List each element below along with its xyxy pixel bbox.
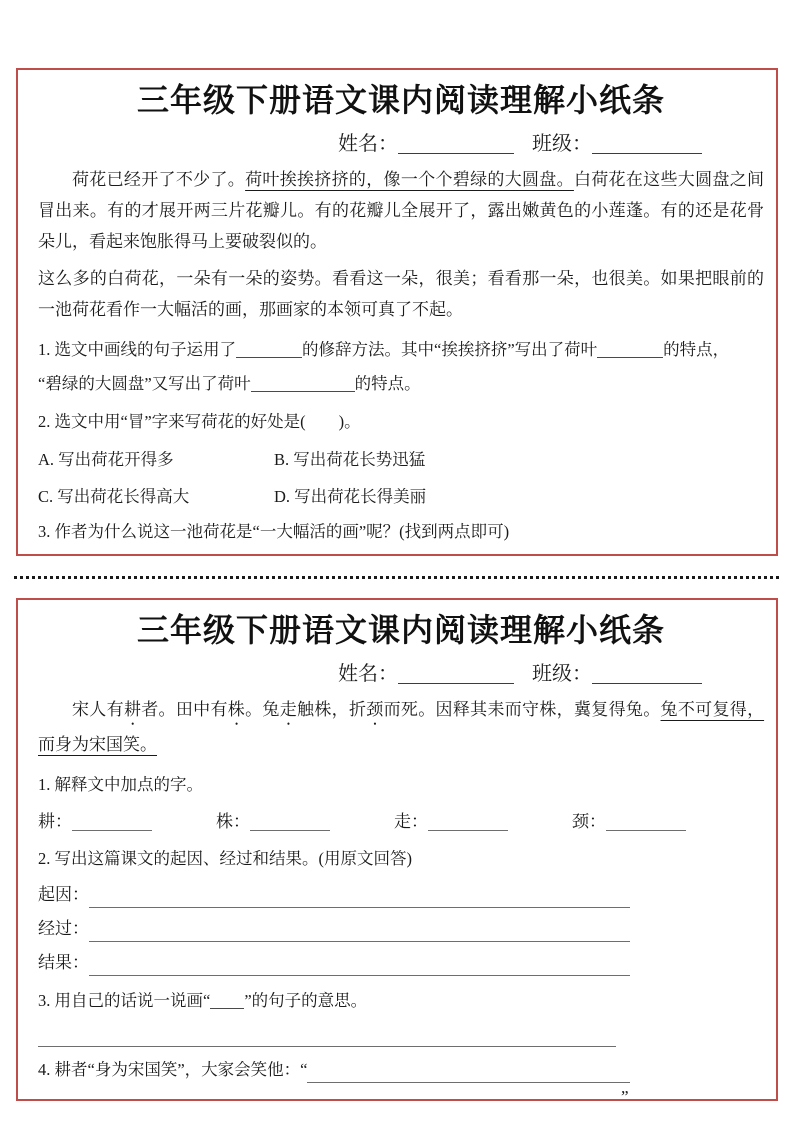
name-class-row — [338, 130, 764, 158]
question-4-line-2 — [38, 1087, 764, 1101]
class-label: 班级： — [532, 663, 592, 685]
answer-blank — [250, 813, 330, 831]
class-write-in-blank — [592, 133, 702, 154]
passage-paragraph-1 — [38, 164, 764, 257]
question-text: 的特点， — [663, 340, 730, 359]
option-d: D. 写出荷花长得美丽 — [274, 487, 427, 506]
class-label: 班级： — [532, 133, 592, 155]
question-1-line-2 — [38, 367, 764, 401]
name-write-in-blank — [398, 663, 514, 684]
option-a: A. 写出荷花开得多 — [38, 450, 174, 469]
glossary-item-geng — [38, 808, 216, 836]
answer-write-line — [89, 952, 630, 976]
choice-options — [38, 447, 764, 509]
answer-write-line — [89, 918, 630, 942]
answer-row-cause — [38, 882, 630, 908]
answer-blank — [606, 813, 686, 831]
passage-text: 而死。因释其耒而守株，冀复得兔。 — [383, 700, 661, 719]
question-text: 的修辞方法。其中“挨挨挤挤”写出了荷叶 — [302, 340, 598, 359]
question-4 — [38, 1057, 630, 1083]
question-2: 2. 选文中用“冒”字来写荷花的好处是( )。 — [38, 412, 361, 431]
answer-blank — [72, 813, 152, 831]
answer-write-line — [38, 1046, 616, 1047]
name-write-in-blank — [398, 133, 514, 154]
question-1 — [38, 333, 764, 401]
emphasized-char: 走 — [279, 700, 298, 719]
question-3 — [38, 986, 764, 1016]
question-1: 1. 解释文中加点的字。 — [38, 775, 203, 794]
passage-text: 者。田中有 — [141, 700, 228, 719]
option-b: B. 写出荷花长势迅猛 — [274, 450, 426, 469]
process-label: 经过： — [38, 919, 89, 938]
answer-blank — [251, 375, 355, 392]
name-label: 姓名： — [338, 663, 398, 685]
result-label: 结果： — [38, 953, 89, 972]
answer-row-process — [38, 916, 630, 942]
glossary-label: 走： — [394, 812, 428, 831]
question-text: 1. 选文中画线的句子运用了 — [38, 340, 236, 359]
question-3: 3. 作者为什么说这一池荷花是“一大幅活的画”呢？(找到两点即可) — [38, 522, 510, 541]
glossary-label: 颈： — [572, 812, 606, 831]
answer-write-line — [89, 884, 630, 908]
emphasized-char: 株 — [227, 700, 246, 719]
answer-blank — [236, 341, 302, 358]
passage-classical-text — [38, 694, 764, 760]
name-label: 姓名： — [338, 133, 398, 155]
emphasized-char: 颈 — [366, 700, 384, 719]
passage-text: 触株，折 — [297, 700, 367, 719]
class-write-in-blank — [592, 663, 702, 684]
passage-text: 白荷花在这些大圆盘之间冒出来。有的才展开两三片花瓣儿。有的花瓣儿全展开了，露出嫩黄色的小莲蓬。有的还是花骨朵儿，看起来饱胀得马上要破裂似的。 — [38, 170, 765, 251]
worksheet-title: 三年级下册语文课内阅读理解小纸条 — [136, 82, 665, 118]
glossary-item-zou — [394, 808, 572, 836]
worksheet-title: 三年级下册语文课内阅读理解小纸条 — [136, 612, 665, 648]
passage-paragraph-2: 这么多的白荷花，一朵有一朵的姿势。看看这一朵，很美；看看那一朵，也很美。如果把眼前的一池荷花看作一大幅活的画，那画家的本领可真了不起。 — [38, 269, 764, 319]
section-divider — [14, 576, 779, 579]
glossary-item-zhu — [216, 808, 394, 836]
question-text: 的特点。 — [354, 374, 421, 393]
closing-quote: ” — [621, 1087, 629, 1101]
question-text: 4. 耕者“身为宋国笑”，大家会笑他：“ — [38, 1060, 308, 1079]
question-1-line-1 — [38, 333, 764, 367]
worksheet-card-shouzhudaitu — [16, 598, 778, 1101]
passage-text: 。兔 — [245, 700, 280, 719]
glossary-row — [38, 808, 764, 836]
name-class-row — [338, 660, 764, 688]
emphasized-char: 耕 — [123, 700, 142, 719]
passage-underlined-sentence: 兔不可复得，而身为宋国笑。 — [38, 700, 765, 754]
glossary-item-jing — [572, 808, 750, 836]
answer-row-result — [38, 950, 630, 976]
question-text: 3. 用自己的话说一说画“ — [38, 991, 211, 1010]
answer-blank — [597, 341, 663, 358]
option-c: C. 写出荷花长得高大 — [38, 487, 190, 506]
answer-blank — [428, 813, 508, 831]
question-2: 2. 写出这篇课文的起因、经过和结果。(用原文回答) — [38, 849, 412, 868]
passage-text: 宋人有 — [72, 700, 124, 719]
question-text: ”的句子的意思。 — [244, 991, 368, 1010]
passage-underlined-sentence: 荷叶挨挨挤挤的，像一个个碧绿的大圆盘。 — [245, 170, 574, 189]
question-text: “碧绿的大圆盘”又写出了荷叶 — [38, 374, 251, 393]
glossary-label: 耕： — [38, 812, 72, 831]
worksheet-card-lotus — [16, 68, 778, 556]
answer-write-line — [307, 1059, 630, 1083]
passage-text: 荷花已经开了不少了。 — [72, 170, 246, 189]
cause-label: 起因： — [38, 885, 89, 904]
glossary-label: 株： — [216, 812, 250, 831]
answer-blank — [210, 992, 244, 1009]
